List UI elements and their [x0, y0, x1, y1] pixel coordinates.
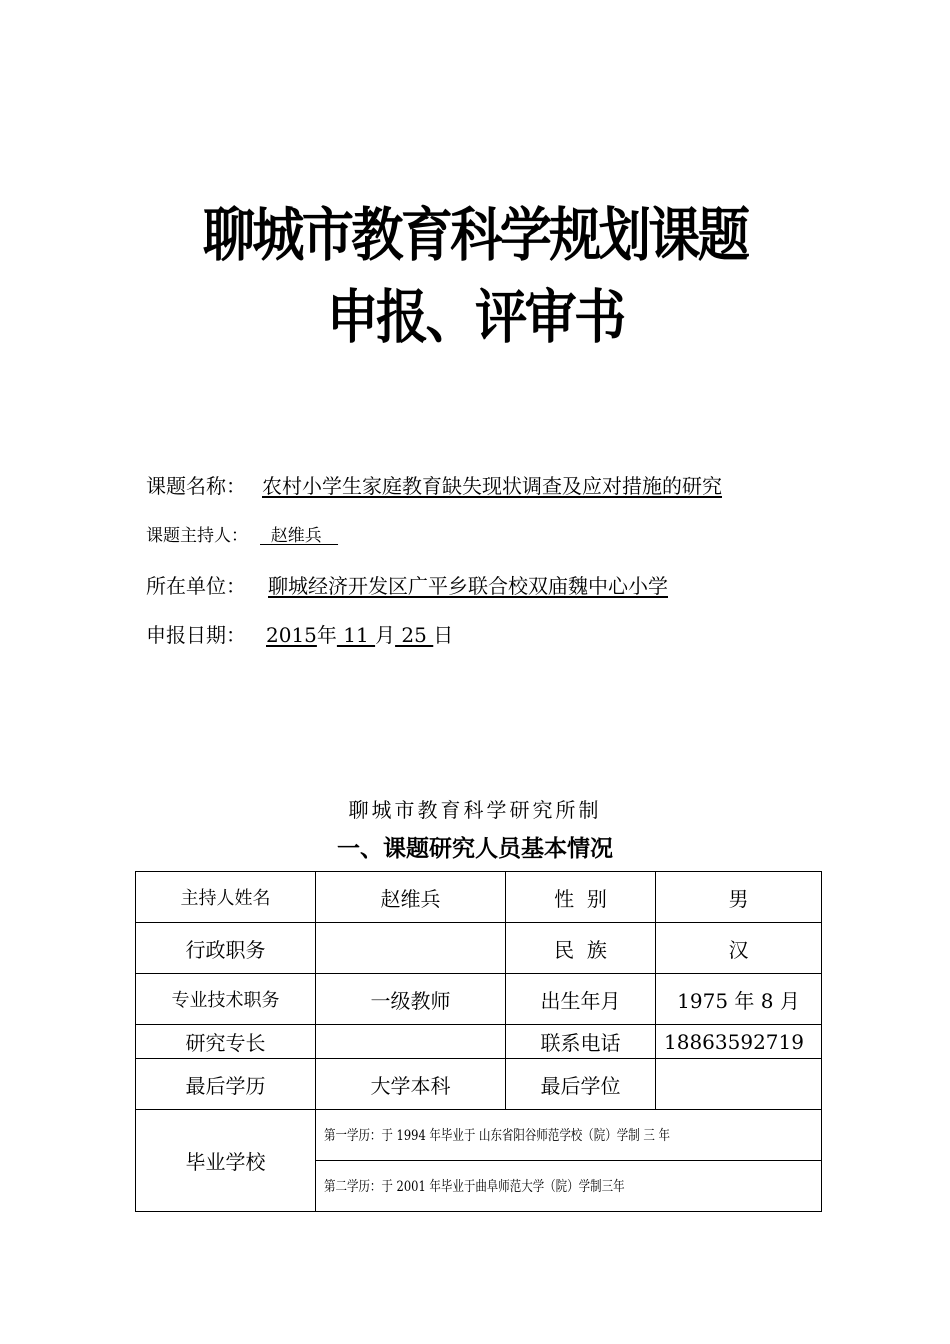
- school-second: [316, 1161, 822, 1212]
- section-title: 一、课题研究人员基本情况: [337, 836, 613, 862]
- education-label: 最后学历: [136, 1059, 316, 1110]
- table-row: [136, 1110, 822, 1161]
- school-first-text: 第一学历：于 1994 年毕业于 山东省阳谷师范学校（院）学制 三 年: [324, 1128, 670, 1144]
- host-value: 赵维兵: [260, 526, 339, 546]
- unit-label: 所在单位：: [146, 574, 246, 598]
- table-row: [136, 1059, 822, 1110]
- date-year: 2015: [266, 623, 317, 647]
- gender-label: [506, 872, 656, 923]
- ethnicity-label: [506, 923, 656, 974]
- topic-label: 课题名称：: [146, 474, 246, 498]
- date-label: 申报日期：: [146, 623, 246, 647]
- tech-title-label: 专业技术职务: [136, 974, 316, 1025]
- gender-label-text: 性 别: [554, 886, 607, 911]
- birth-label: 出生年月: [506, 974, 656, 1025]
- admin-post-label: 行政职务: [136, 923, 316, 974]
- ethnicity-value: 汉: [656, 923, 822, 974]
- date-month-unit: 月: [375, 623, 396, 647]
- specialty-value: [316, 1025, 506, 1059]
- document-title-line1: 聊城市教育科学规划课题: [202, 201, 748, 269]
- host-name-value: 赵维兵: [316, 872, 506, 923]
- topic-value: 农村小学生家庭教育缺失现状调查及应对措施的研究: [262, 474, 722, 498]
- table-row: [136, 974, 822, 1025]
- phone-label: 联系电话: [506, 1025, 656, 1059]
- date-day-unit: 日: [433, 623, 454, 647]
- birth-value: 1975 年 8 月: [656, 974, 822, 1025]
- date-row: [146, 621, 453, 649]
- specialty-label: 研究专长: [136, 1025, 316, 1059]
- host-row: [146, 522, 338, 550]
- tech-title-value: 一级教师: [316, 974, 506, 1025]
- host-name-label: 主持人姓名: [136, 872, 316, 923]
- date-day: 25: [395, 623, 434, 647]
- document-title-line2: 申报、评审书: [326, 283, 624, 351]
- school-second-text: 第二学历：于 2001 年毕业于曲阜师范大学（院）学制三年: [324, 1179, 625, 1195]
- date-month: 11: [336, 623, 376, 647]
- phone-value: 18863592719: [656, 1025, 822, 1059]
- table-row: [136, 872, 822, 923]
- education-value: 大学本科: [316, 1059, 506, 1110]
- unit-value: 聊城经济开发区广平乡联合校双庙魏中心小学: [268, 574, 668, 598]
- researcher-info-table: [135, 871, 822, 1212]
- host-label: 课题主持人：: [146, 526, 248, 546]
- degree-value: [656, 1059, 822, 1110]
- table-row: [136, 1025, 822, 1059]
- gender-value: 男: [656, 872, 822, 923]
- topic-row: [146, 472, 722, 500]
- degree-label: 最后学位: [506, 1059, 656, 1110]
- date-year-unit: 年: [316, 623, 337, 647]
- unit-row: [146, 572, 668, 600]
- school-label: 毕业学校: [136, 1110, 316, 1212]
- school-first: [316, 1110, 822, 1161]
- table-row: [136, 923, 822, 974]
- organization-credit: 聊城市教育科学研究所制: [348, 798, 602, 822]
- admin-post-value: [316, 923, 506, 974]
- ethnicity-label-text: 民 族: [554, 937, 607, 962]
